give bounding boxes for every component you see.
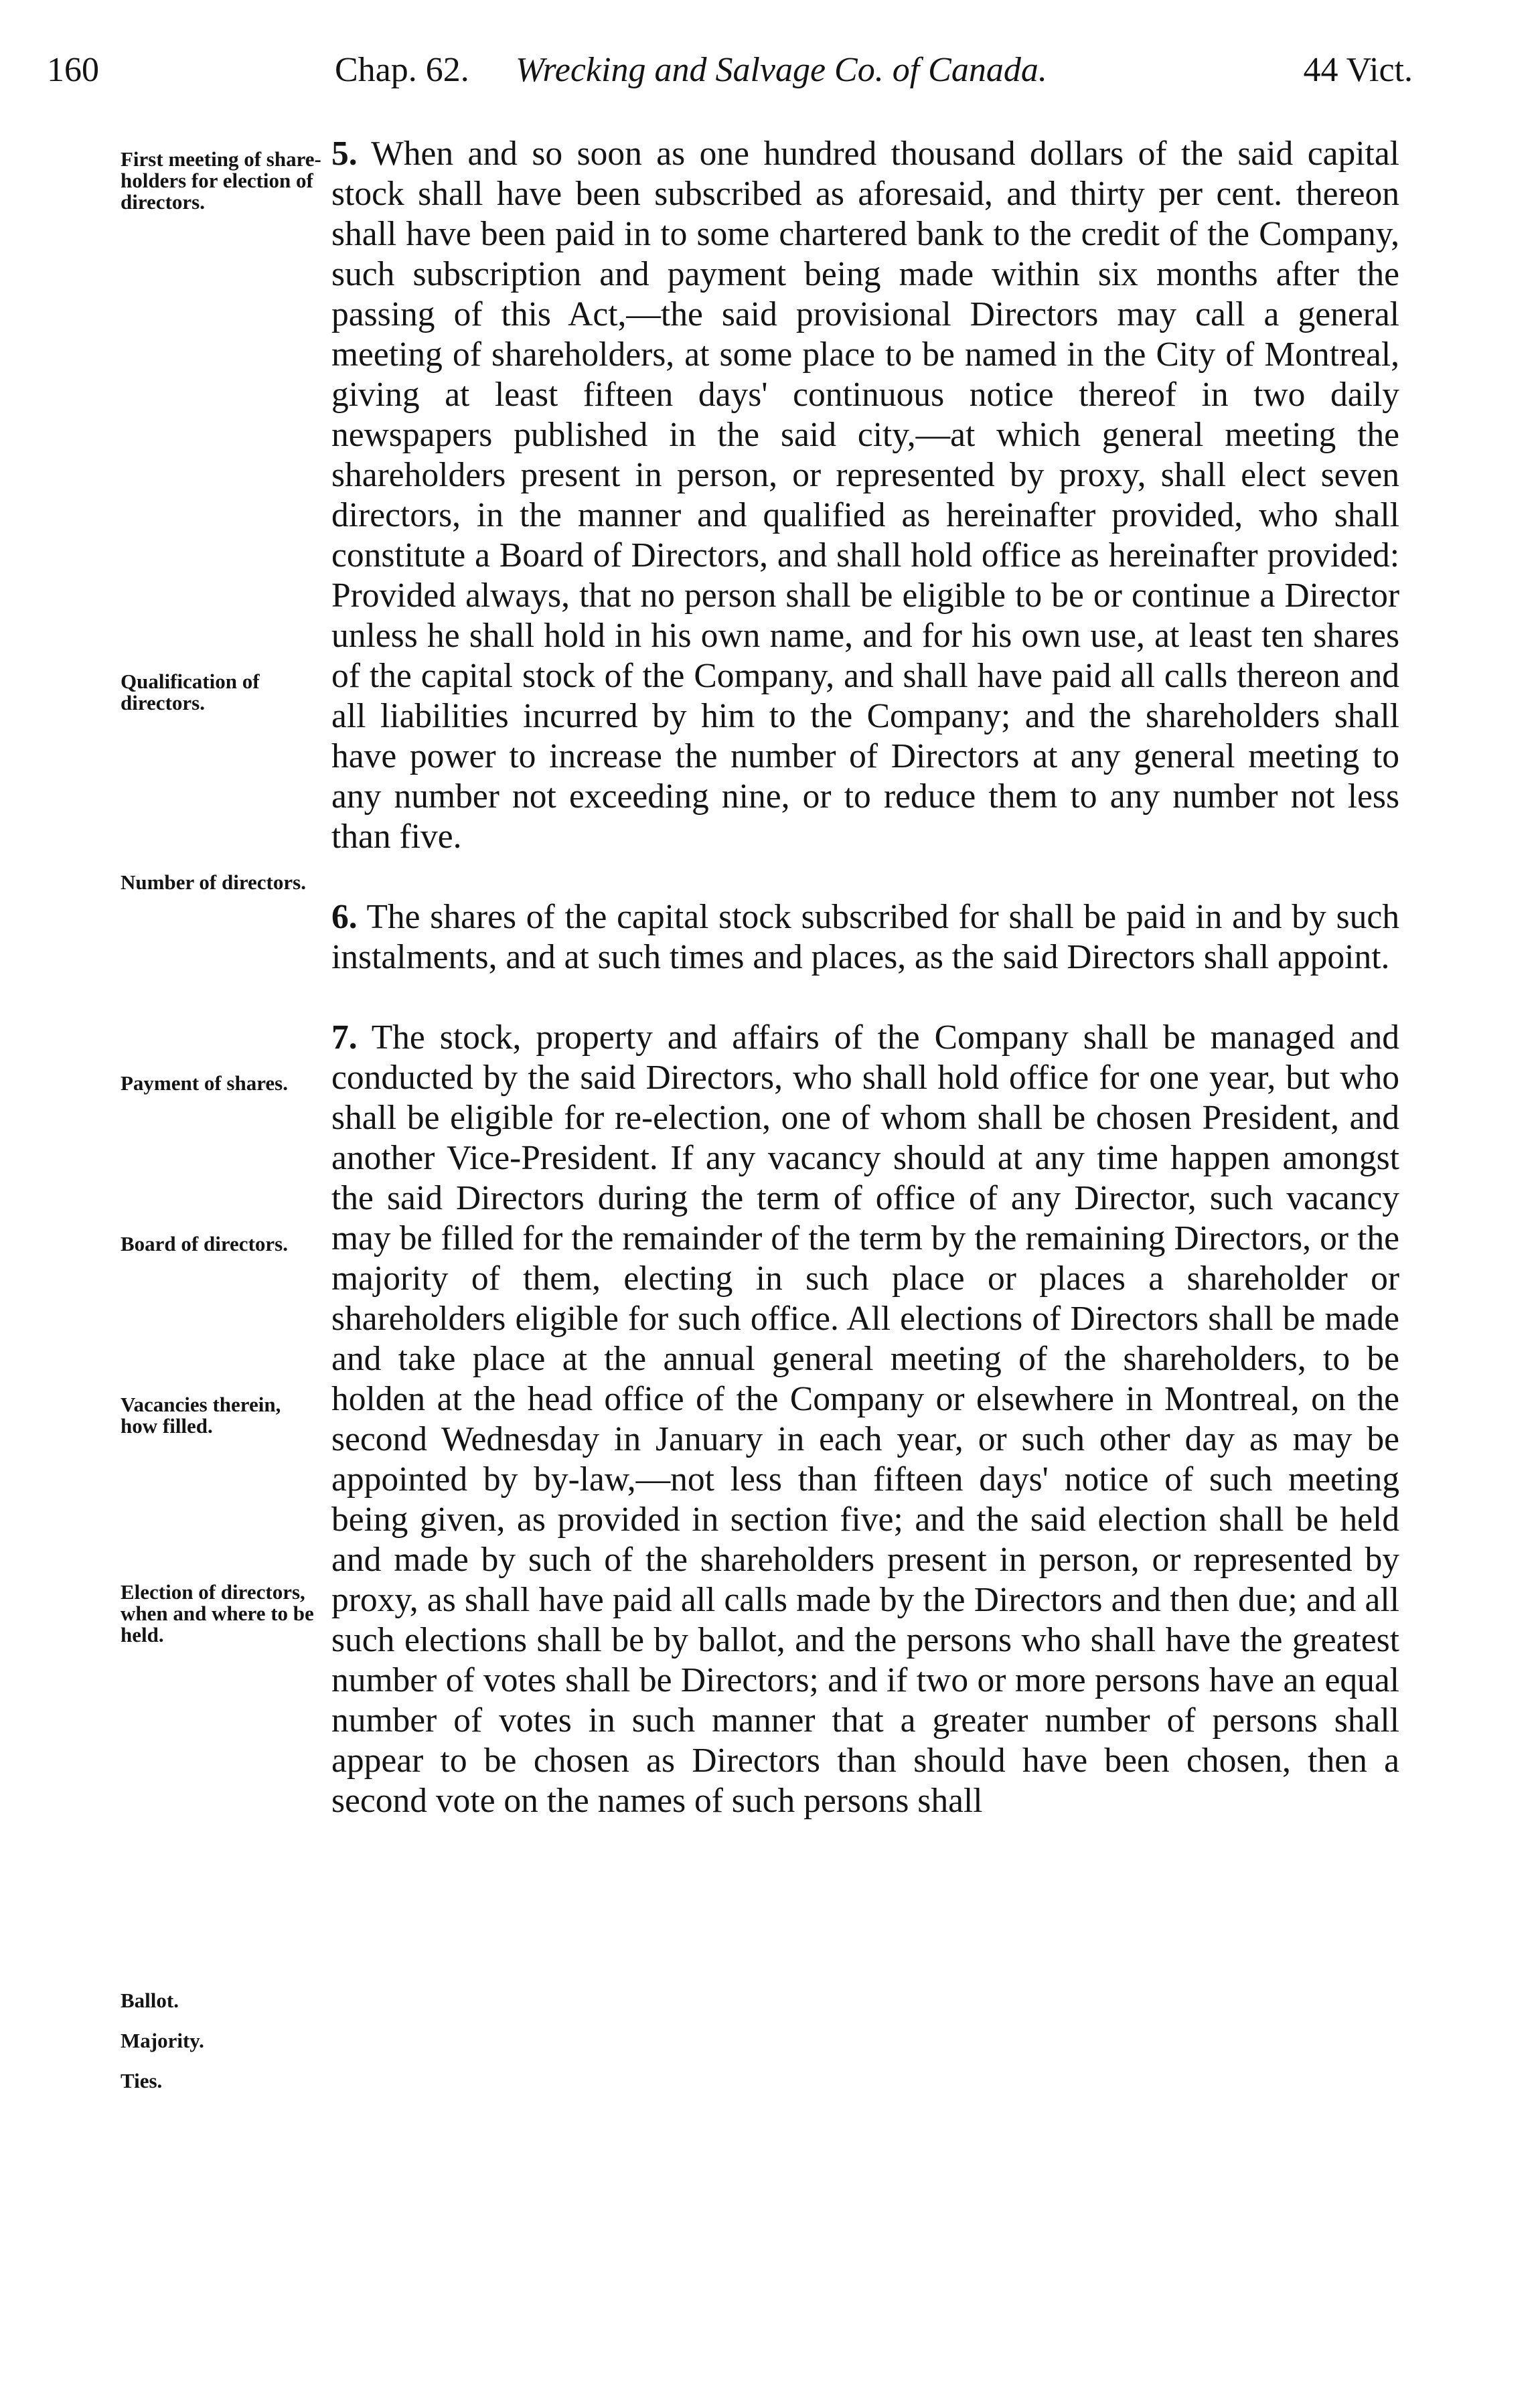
statute-body: [331, 134, 1399, 1821]
running-header: [47, 40, 1413, 100]
margin-note-first-meeting: First meeting of share-holders for election of directors.: [121, 147, 321, 214]
running-title: Wrecking and Salvage Co. of Canada.: [516, 51, 1047, 89]
section-7: [331, 1018, 1399, 1821]
margin-note-number: Number of directors.: [121, 870, 306, 894]
margin-note-vacancies: Vacancies therein, how filled.: [121, 1393, 281, 1438]
margin-note-payment: Payment of shares.: [121, 1071, 288, 1095]
section-text: The shares of the capital stock subscribed for shall be paid in and by such instalments, and at such times and places, as the said Directors shall appoint.: [331, 898, 1399, 976]
regnal-year: 44 Vict.: [1303, 51, 1413, 89]
section-number: 5.: [331, 135, 358, 173]
section-5: [331, 134, 1399, 857]
section-text: When and so soon as one hundred thousand dollars of the said capital stock shall have been subscribed as aforesaid, and thirty per cent. thereon shall have been paid in to some chartered bank to the credit of the Company, such subscription and payment being made within six months after the passing of this Act,—the said provisional Directors may call a general meeting of shareholders, at some place to be named in the City of Montreal, giving at least fifteen days' continuous notice thereof in two daily newspapers published in the said city,—at which general meeting the shareholders present in person, or represented by proxy, shall elect seven directors, in the manner and qualified as hereinafter provided, who shall constitute a Board of Directors, and shall hold office as hereinafter provided: Provided always, that no person shall be eligible to be or continue a Director unless he shall hold in his own name, and for his own use, at least ten shares of the capital stock of the Company, and shall have paid all calls thereon and all liabilities incurred by him to the Company; and the shareholders shall have power to increase the number of Directors at any general meeting to any number not exceeding nine, or to reduce them to any number not less than five.: [331, 135, 1399, 856]
margin-note-qualification: Qualification of directors.: [121, 670, 260, 714]
section-number: 6.: [331, 898, 358, 936]
margin-note-ballot: Ballot.: [121, 1989, 179, 2012]
section-6: [331, 897, 1399, 978]
chapter-label: Chap. 62.: [335, 51, 469, 89]
margin-note-election: Election of directors, when and where to be held.: [121, 1580, 314, 1646]
margin-note-majority: Majority.: [121, 2029, 204, 2052]
margin-note-board: Board of directors.: [121, 1232, 288, 1255]
margin-note-ties: Ties.: [121, 2069, 163, 2092]
page-number: 160: [47, 51, 99, 89]
section-number: 7.: [331, 1018, 358, 1057]
section-text: The stock, property and affairs of the Company shall be managed and conducted by the said Directors, who shall hold office for one year, but who shall be eligible for re-election, one of whom shall be chosen President, and another Vice-President. If any vacancy should at any time happen amongst the said Directors during the term of office of any Director, such vacancy may be filled for the remainder of the term by the remaining Directors, or the majority of them, electing in such place or places a shareholder or shareholders eligible for such office. All elections of Directors shall be made and take place at the annual general meeting of the shareholders, to be holden at the head office of the Company or elsewhere in Montreal, on the second Wednesday in January in each year, or such other day as may be appointed by by-law,—not less than fifteen days' notice of such meeting being given, as provided in section five; and the said election shall be held and made by such of the shareholders present in person, or represented by proxy, as shall have paid all calls made by the Directors and then due; and all such elections shall be by ballot, and the persons who shall have the greatest number of votes shall be Directors; and if two or more persons have an equal number of votes in such manner that a greater number of persons shall appear to be chosen as Directors than should have been chosen, then a second vote on the names of such persons shall: [331, 1018, 1399, 1820]
